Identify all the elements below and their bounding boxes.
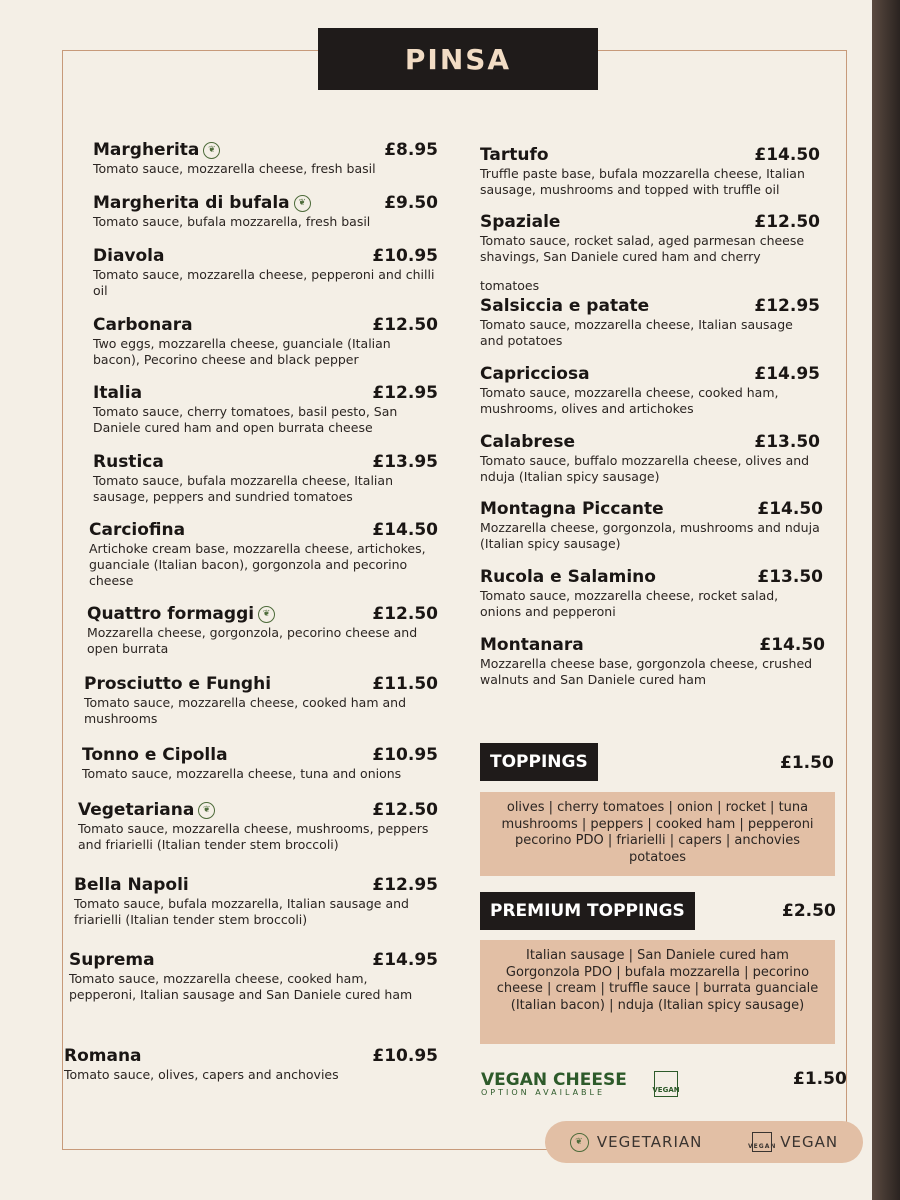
vegan-cheese-subtitle: OPTION AVAILABLE	[481, 1088, 606, 1097]
vegan-badge-icon	[654, 1071, 678, 1097]
vegan-cheese-price: £1.50	[793, 1069, 847, 1089]
item-name-text: Montagna Piccante	[480, 499, 664, 519]
item-description: Tomato sauce, bufala mozzarella cheese, Italian sausage, peppers and sundried tomatoes	[93, 473, 393, 504]
item-name-text: Salsiccia e patate	[480, 296, 650, 316]
menu-item	[93, 140, 438, 177]
item-name-text: Bella Napoli	[74, 875, 189, 895]
item-price: £12.95	[372, 875, 438, 895]
item-name	[480, 499, 664, 519]
item-price: £8.95	[384, 140, 438, 160]
item-name-text: Rustica	[93, 452, 164, 472]
menu-item	[480, 499, 823, 552]
item-name	[64, 1046, 142, 1066]
item-name-text: Quattro formaggi	[87, 604, 255, 624]
item-description: Tomato sauce, mozzarella cheese, cooked ham, mushrooms, olives and artichokes	[480, 385, 779, 416]
item-description: Artichoke cream base, mozzarella cheese, artichokes, guanciale (Italian bacon), gorgonzola and pecorino cheese	[89, 541, 426, 588]
item-name-text: Diavola	[93, 246, 165, 266]
menu-item	[82, 745, 438, 782]
menu-item	[87, 604, 438, 657]
menu-item	[93, 383, 438, 436]
legend-vegan-label: VEGAN	[780, 1133, 839, 1151]
item-price: £12.50	[372, 800, 438, 820]
vegan-badge-text: VEGAN	[652, 1086, 680, 1094]
menu-title: PINSA	[318, 28, 598, 90]
legend-vegan-badge-text: VEGAN	[748, 1143, 777, 1150]
item-name-text: Vegetariana	[78, 800, 195, 820]
item-name	[480, 635, 584, 655]
item-name	[480, 364, 590, 384]
menu-item	[93, 246, 438, 299]
menu-item	[64, 1046, 438, 1083]
menu-item	[480, 635, 825, 688]
menu-item	[480, 364, 820, 417]
toppings-label: TOPPINGS	[480, 743, 598, 781]
vegan-badge-icon	[748, 1132, 777, 1152]
item-description: Tomato sauce, mozzarella cheese, mushrooms, peppers and friarielli (Italian tender stem broccoli)	[78, 821, 429, 852]
item-description: Tomato sauce, mozzarella cheese, cooked ham, pepperoni, Italian sausage and San Daniele cured ham	[69, 971, 413, 1002]
item-description: Tomato sauce, mozzarella cheese, rocket salad, onions and pepperoni	[480, 588, 779, 619]
item-description: Tomato sauce, mozzarella cheese, tuna and onions	[82, 766, 402, 781]
item-name-text: Italia	[93, 383, 143, 403]
item-name-text: Montanara	[480, 635, 584, 655]
item-name	[78, 800, 215, 820]
item-name-text: Tonno e Cipolla	[82, 745, 228, 765]
item-price: £13.50	[757, 567, 823, 587]
item-name	[93, 452, 164, 472]
item-name-text: Carciofina	[89, 520, 186, 540]
item-description: Tomato sauce, olives, capers and anchovies	[64, 1067, 339, 1082]
item-price: £14.50	[759, 635, 825, 655]
menu-item	[93, 452, 438, 505]
item-name	[93, 315, 193, 335]
item-name	[82, 745, 228, 765]
item-description: Tomato sauce, mozzarella cheese, cooked ham and mushrooms	[84, 695, 406, 726]
leaf-circle-icon: ❦	[198, 802, 215, 819]
item-name	[93, 246, 164, 266]
menu-item	[93, 193, 438, 230]
menu-item	[480, 145, 820, 198]
item-description: Tomato sauce, cherry tomatoes, basil pesto, San Daniele cured ham and open burrata cheese	[93, 404, 398, 435]
item-name-text: Prosciutto e Funghi	[84, 674, 272, 694]
item-price: £10.95	[372, 1046, 438, 1066]
item-price: £14.50	[757, 499, 823, 519]
item-name	[480, 212, 560, 232]
item-name	[93, 193, 311, 213]
item-name-text: Carbonara	[93, 315, 193, 335]
menu-item	[480, 296, 820, 349]
item-price: £11.50	[372, 674, 438, 694]
item-name-text: Capricciosa	[480, 364, 590, 384]
vegan-cheese-title: VEGAN CHEESE	[481, 1070, 627, 1090]
legend-vegetarian-label: VEGETARIAN	[596, 1133, 703, 1151]
item-name-text: Margherita	[93, 140, 200, 160]
toppings-list: olives | cherry tomatoes | onion | rocket | tuna mushrooms | peppers | cooked ham | pepperoni pecorino PDO | friarielli | capers | anchovies potatoes	[480, 792, 835, 876]
item-description: Two eggs, mozzarella cheese, guanciale (Italian bacon), Pecorino cheese and black pepper	[93, 336, 391, 367]
item-description: Truffle paste base, bufala mozzarella cheese, Italian sausage, mushrooms and topped with truffle oil	[480, 166, 805, 197]
item-description: Tomato sauce, bufala mozzarella, fresh basil	[93, 214, 371, 229]
item-description: Mozzarella cheese, gorgonzola, mushrooms and nduja (Italian spicy sausage)	[480, 520, 820, 551]
item-price: £14.95	[372, 950, 438, 970]
item-name	[84, 674, 271, 694]
menu-item	[74, 875, 438, 928]
item-price: £14.50	[372, 520, 438, 540]
item-description: Tomato sauce, bufala mozzarella, Italian sausage and friarielli (Italian tender stem broccoli)	[74, 896, 409, 927]
stray-text: tomatoes	[480, 278, 540, 293]
item-name	[93, 140, 220, 160]
menu-item	[480, 212, 820, 265]
item-name-text: Tartufo	[480, 145, 549, 165]
item-name-text: Rucola e Salamino	[480, 567, 656, 587]
item-name	[69, 950, 155, 970]
menu-item	[84, 674, 438, 727]
menu-item	[89, 520, 438, 589]
menu-item	[93, 315, 438, 368]
item-name	[74, 875, 189, 895]
menu-item	[78, 800, 438, 853]
item-description: Tomato sauce, mozzarella cheese, pepperoni and chilli oil	[93, 267, 435, 298]
item-price: £9.50	[384, 193, 438, 213]
item-description: Mozzarella cheese base, gorgonzola cheese, crushed walnuts and San Daniele cured ham	[480, 656, 813, 687]
item-description: Tomato sauce, rocket salad, aged parmesan cheese shavings, San Daniele cured ham and cherry	[480, 233, 805, 264]
item-name	[93, 383, 142, 403]
menu-item	[480, 432, 820, 485]
leaf-circle-icon: ❦	[203, 142, 220, 159]
item-name-text: Romana	[64, 1046, 142, 1066]
item-name-text: Calabrese	[480, 432, 575, 452]
item-price: £13.95	[372, 452, 438, 472]
item-price: £14.50	[754, 145, 820, 165]
item-name	[480, 296, 649, 316]
item-price: £12.95	[372, 383, 438, 403]
diet-legend	[545, 1121, 863, 1163]
leaf-circle-icon: ❦	[294, 195, 311, 212]
menu-item	[69, 950, 438, 1003]
background-edge	[872, 0, 900, 1200]
premium-toppings-label: PREMIUM TOPPINGS	[480, 892, 695, 930]
item-description: Tomato sauce, buffalo mozzarella cheese, olives and nduja (Italian spicy sausage)	[480, 453, 810, 484]
leaf-circle-icon: ❦	[570, 1133, 589, 1152]
legend-vegetarian	[570, 1133, 702, 1152]
toppings-price: £1.50	[780, 753, 834, 773]
item-name-text: Spaziale	[480, 212, 561, 232]
item-name-text: Margherita di bufala	[93, 193, 290, 213]
premium-toppings-list: Italian sausage | San Daniele cured ham Gorgonzola PDO | bufala mozzarella | pecorino cheese | cream | truffle sauce | burrata guanciale (Italian bacon) | nduja (Italian spicy sausage)	[480, 940, 835, 1044]
item-name	[480, 567, 656, 587]
vegan-cheese-block	[481, 1070, 627, 1097]
menu-item	[480, 567, 823, 620]
item-price: £12.50	[754, 212, 820, 232]
premium-toppings-price: £2.50	[782, 901, 836, 921]
item-description: Tomato sauce, mozzarella cheese, Italian sausage and potatoes	[480, 317, 793, 348]
item-price: £10.95	[372, 745, 438, 765]
item-name	[480, 432, 575, 452]
item-price: £13.50	[754, 432, 820, 452]
leaf-circle-icon: ❦	[258, 606, 275, 623]
item-description: Mozzarella cheese, gorgonzola, pecorino cheese and open burrata	[87, 625, 418, 656]
item-name	[480, 145, 549, 165]
legend-vegan	[748, 1132, 839, 1152]
item-price: £12.95	[754, 296, 820, 316]
item-name-text: Suprema	[69, 950, 155, 970]
item-name	[89, 520, 185, 540]
item-price: £12.50	[372, 604, 438, 624]
item-price: £14.95	[754, 364, 820, 384]
item-price: £12.50	[372, 315, 438, 335]
item-price: £10.95	[372, 246, 438, 266]
item-description: Tomato sauce, mozzarella cheese, fresh basil	[93, 161, 376, 176]
item-name	[87, 604, 275, 624]
